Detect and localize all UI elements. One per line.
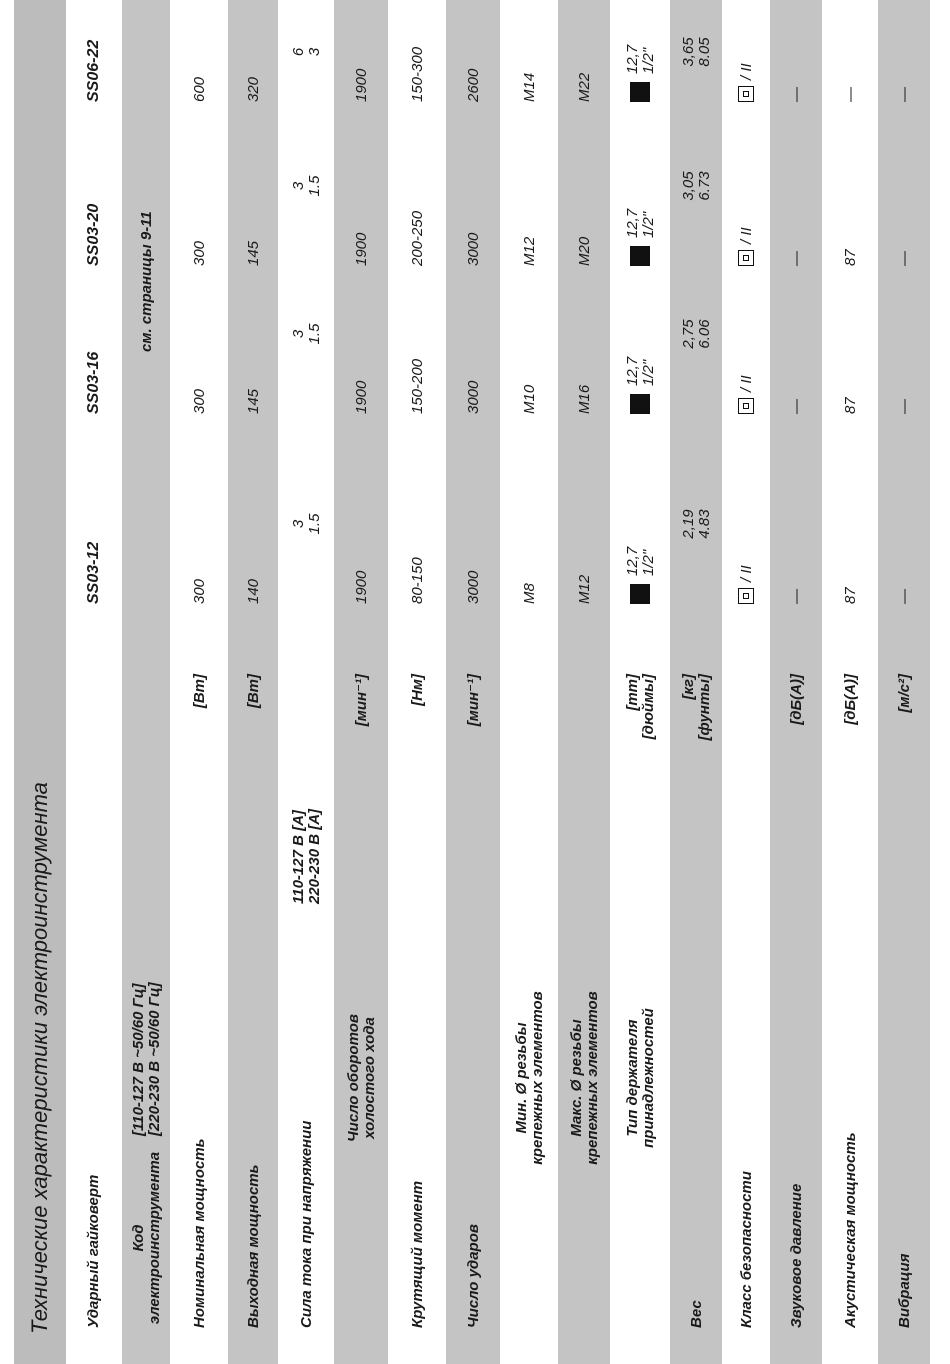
row-safety-class <box>724 0 768 1364</box>
square-drive-icon <box>630 246 650 266</box>
holder-value-mm: 12,7 <box>623 546 641 576</box>
sound-pressure-value: — <box>787 251 805 266</box>
output-power-value: 145 <box>244 240 262 266</box>
row-weight <box>670 0 722 1364</box>
min-thread-value: M8 <box>520 583 538 604</box>
square-drive-icon <box>630 584 650 604</box>
impacts-label: Число ударов <box>464 1224 482 1328</box>
model-4: SS06-22 <box>84 39 102 102</box>
safety-class-text: / II <box>737 375 755 392</box>
idle-speed-label <box>334 828 388 1328</box>
idle-speed-value: 1900 <box>352 570 370 604</box>
impacts-unit: [мин⁻¹] <box>464 674 482 727</box>
sound-power-value: 87 <box>841 587 859 604</box>
idle-speed-value: 1900 <box>352 68 370 102</box>
weight-unit-line2: [фунты] <box>695 674 713 741</box>
current-value <box>280 254 332 414</box>
code-unit-line1: [110-127 В ~50/60 Гц] <box>129 983 147 1136</box>
double-insulation-icon <box>738 250 754 266</box>
impacts-value: 3000 <box>464 380 482 414</box>
header-label: Ударный гайковерт <box>84 1174 102 1328</box>
output-power-unit: [Вт] <box>244 674 262 709</box>
row-nominal-power <box>172 0 226 1364</box>
safety-class-text: / II <box>737 63 755 80</box>
max-thread-label-line2: крепежных элементов <box>583 991 601 1165</box>
output-power-value: 320 <box>244 76 262 102</box>
vibration-value: — <box>895 251 913 266</box>
holder-value-mm: 12,7 <box>623 208 641 238</box>
sound-power-unit: [дБ(А)] <box>841 674 859 725</box>
safety-class-value <box>724 254 768 414</box>
vibration-unit: [м/с²] <box>895 674 913 713</box>
max-thread-value: M22 <box>575 72 593 102</box>
square-drive-icon <box>630 394 650 414</box>
weight-value <box>670 2 722 102</box>
row-idle-speed <box>334 0 388 1364</box>
holder-value-inch: 1/2" <box>639 47 657 74</box>
page-title: Технические характеристики электроинструмента <box>27 782 52 1334</box>
square-drive-icon <box>630 82 650 102</box>
double-insulation-icon <box>738 86 754 102</box>
current-unit-line1: 110-127 В [А] <box>289 810 307 904</box>
current-value <box>280 444 332 604</box>
idle-speed-label-line1: Число оборотов <box>344 1014 362 1142</box>
sound-power-label: Акустическая мощность <box>841 1132 859 1328</box>
torque-value: 150-300 <box>408 46 426 102</box>
safety-class-text: / II <box>737 227 755 244</box>
weight-unit <box>670 674 722 826</box>
min-thread-value: M10 <box>520 384 538 414</box>
row-impacts <box>446 0 500 1364</box>
row-output-power <box>228 0 278 1364</box>
current-value-b: 1.5 <box>305 513 323 535</box>
holder-value <box>612 2 668 102</box>
weight-value-kg: 3,05 <box>679 171 697 201</box>
double-insulation-icon <box>738 588 754 604</box>
sound-power-value: 87 <box>841 397 859 414</box>
holder-value-inch: 1/2" <box>639 359 657 386</box>
code-unit <box>122 696 170 1136</box>
sound-power-value: 87 <box>841 249 859 266</box>
min-thread-value: M12 <box>520 236 538 266</box>
holder-unit <box>612 674 668 826</box>
holder-label-line1: Тип держателя <box>623 1019 641 1137</box>
row-vibration <box>878 0 930 1364</box>
row-sound-pressure <box>770 0 822 1364</box>
current-unit-line2: 220-230 В [А] <box>305 808 323 904</box>
min-thread-label-line2: крепежных элементов <box>528 991 546 1165</box>
idle-speed-label-line2: холостого хода <box>360 1017 378 1139</box>
weight-value-lb: 8.05 <box>695 37 713 67</box>
title-band <box>14 0 66 1364</box>
code-note: см. страницы 9-11 <box>137 211 155 352</box>
sound-pressure-value: — <box>787 87 805 102</box>
weight-value-kg: 2,19 <box>679 509 697 539</box>
min-thread-label <box>502 828 556 1328</box>
output-power-value: 140 <box>244 578 262 604</box>
current-label: Сила тока при напряжении <box>297 1120 315 1328</box>
idle-speed-unit: [мин⁻¹] <box>352 674 370 727</box>
current-value-a: 3 <box>289 181 307 191</box>
holder-value-inch: 1/2" <box>639 549 657 576</box>
weight-unit-line1: [кг] <box>679 674 697 700</box>
row-current <box>280 0 332 1364</box>
code-unit-line2: [220-230 В ~50/60 Гц] <box>145 982 163 1136</box>
torque-label: Крутящий момент <box>408 1180 426 1328</box>
safety-class-value <box>724 2 768 102</box>
holder-value <box>612 254 668 414</box>
torque-unit: [Нм] <box>408 674 426 706</box>
nominal-power-value: 300 <box>190 388 208 414</box>
weight-value-lb: 6.06 <box>695 319 713 349</box>
output-power-value: 145 <box>244 388 262 414</box>
nominal-power-value: 300 <box>190 240 208 266</box>
safety-class-value <box>724 106 768 266</box>
max-thread-value: M20 <box>575 236 593 266</box>
holder-unit-line1: [mm] <box>623 674 641 711</box>
weight-label: Вес <box>687 1300 705 1328</box>
sound-pressure-value: — <box>787 589 805 604</box>
row-max-thread <box>558 0 610 1364</box>
torque-value: 200-250 <box>408 210 426 266</box>
weight-value-lb: 6.73 <box>695 171 713 201</box>
max-thread-label-line1: Макс. Ø резьбы <box>567 1019 585 1137</box>
row-holder <box>612 0 668 1364</box>
current-value-b: 1.5 <box>305 323 323 345</box>
nominal-power-label: Номинальная мощность <box>190 1138 208 1328</box>
current-value-a: 3 <box>289 329 307 339</box>
min-thread-value: M14 <box>520 72 538 102</box>
max-thread-label <box>558 828 610 1328</box>
weight-value-kg: 2,75 <box>679 319 697 349</box>
nominal-power-value: 300 <box>190 578 208 604</box>
current-value-b: 1.5 <box>305 175 323 197</box>
row-torque <box>390 0 444 1364</box>
current-value <box>280 2 332 102</box>
row-sound-power <box>824 0 876 1364</box>
weight-value-kg: 3,65 <box>679 37 697 67</box>
nominal-power-unit: [Вт] <box>190 674 208 709</box>
current-value-a: 3 <box>289 519 307 529</box>
max-thread-value: M12 <box>575 574 593 604</box>
vibration-value: — <box>895 87 913 102</box>
min-thread-label-line1: Мин. Ø резьбы <box>512 1022 530 1134</box>
holder-value <box>612 444 668 604</box>
weight-value-lb: 4.83 <box>695 509 713 539</box>
code-label-line2: электроинструмента <box>145 1151 163 1325</box>
current-value-a: 6 <box>289 47 307 57</box>
torque-value: 80-150 <box>408 557 426 604</box>
torque-value: 150-200 <box>408 358 426 414</box>
current-value-b: 3 <box>305 47 323 57</box>
current-value <box>280 106 332 266</box>
sound-pressure-unit: [дБ(А)] <box>787 674 805 725</box>
impacts-value: 2600 <box>464 68 482 102</box>
weight-value <box>670 106 722 266</box>
holder-value-mm: 12,7 <box>623 356 641 386</box>
holder-value-mm: 12,7 <box>623 44 641 74</box>
sound-power-value: — <box>841 87 859 102</box>
vibration-label: Вибрация <box>895 1253 913 1328</box>
idle-speed-value: 1900 <box>352 380 370 414</box>
holder-label-line2: принадлежностей <box>639 1008 657 1148</box>
idle-speed-value: 1900 <box>352 232 370 266</box>
safety-class-value <box>724 444 768 604</box>
impacts-value: 3000 <box>464 570 482 604</box>
impacts-value: 3000 <box>464 232 482 266</box>
row-min-thread <box>502 0 556 1364</box>
max-thread-value: M16 <box>575 384 593 414</box>
vibration-value: — <box>895 589 913 604</box>
holder-value-inch: 1/2" <box>639 211 657 238</box>
safety-class-text: / II <box>737 565 755 582</box>
weight-value <box>670 444 722 604</box>
sound-pressure-label: Звуковое давление <box>787 1183 805 1328</box>
holder-value <box>612 106 668 266</box>
code-row <box>122 0 170 1364</box>
sound-pressure-value: — <box>787 399 805 414</box>
model-1: SS03-12 <box>84 541 102 604</box>
code-label-line1: Код <box>129 1224 147 1252</box>
safety-class-label: Класс безопасности <box>737 1171 755 1328</box>
model-3: SS03-20 <box>84 203 102 266</box>
double-insulation-icon <box>738 398 754 414</box>
model-2: SS03-16 <box>84 351 102 414</box>
nominal-power-value: 600 <box>190 76 208 102</box>
output-power-label: Выходная мощность <box>244 1164 262 1328</box>
current-unit <box>280 674 332 904</box>
weight-value <box>670 254 722 414</box>
holder-unit-line2: [дюймы] <box>639 674 657 740</box>
holder-label <box>612 828 668 1328</box>
code-label <box>122 1148 170 1328</box>
vibration-value: — <box>895 399 913 414</box>
models-row <box>66 0 120 1364</box>
